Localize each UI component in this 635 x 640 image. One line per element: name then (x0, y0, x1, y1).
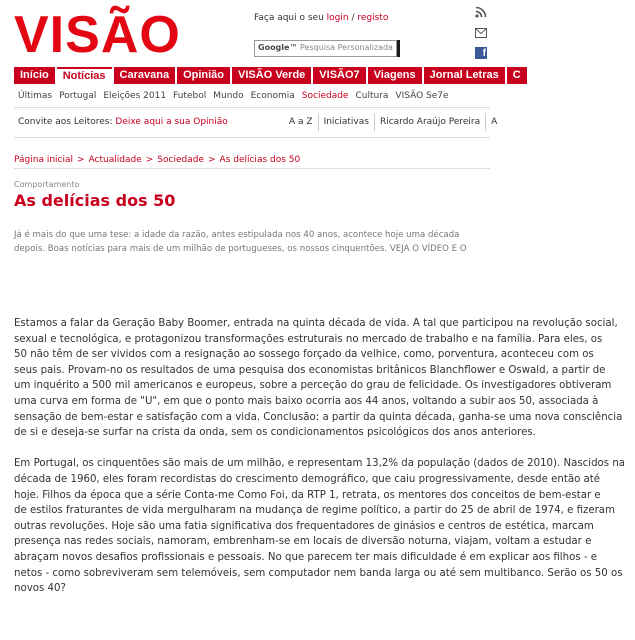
subnav-item-eleicoes[interactable]: Eleições 2011 (103, 91, 167, 101)
lead-line: Já é mais do que uma tese: a idade da razão, antes estipulada nos 40 anos, acontece hoje uma década (14, 230, 460, 240)
divider (14, 168, 490, 169)
paragraph-line: 50 não têm de ser vividos com a resignação ao sossego forçado da velhice, como, porventura, aconteceu com os (14, 349, 594, 361)
rss-icon[interactable] (475, 6, 487, 18)
paragraph-line: Em Portugal, os cinquentões são mais de um milhão, e representam 13,2% da população (dados de 2010). Nascidos na (14, 458, 626, 470)
article-title: As delícias dos 50 (14, 191, 176, 210)
subnav-item-sociedade[interactable]: Sociedade (301, 91, 349, 101)
nav-item-inicio[interactable]: Início (14, 67, 55, 84)
nav-item-opiniao[interactable]: Opinião (177, 67, 230, 84)
login-link[interactable]: login (326, 13, 349, 23)
nav-item-more[interactable]: C (507, 67, 527, 84)
article-body (14, 316, 626, 612)
nav-item-noticias[interactable]: Notícias (57, 67, 112, 84)
article-lead (14, 228, 490, 256)
paragraph-line: novos 40? (14, 583, 66, 595)
search-button[interactable] (397, 40, 400, 57)
paragraph-line: Estamos a falar da Geração Baby Boomer, entrada na quinta década de vida. A tal que participou na revolução social, (14, 318, 618, 329)
search-placeholder: Pesquisa Personalizada (300, 43, 393, 52)
paragraph-line: abraçam novos desafios profissionais e pessoais. No que parecem ter mais dificuldade é em explicar aos filhos - e (14, 551, 598, 563)
search-form (254, 40, 400, 57)
subnav-item-cultura[interactable]: Cultura (355, 91, 389, 101)
article-kicker: Comportamento (14, 180, 80, 189)
login-prefix: Faça aqui o seu (254, 13, 324, 23)
paragraph-line: sexual e tecnológica, e protagonizou transformações estruturais no mercado de trabalho e na família. Para eles, os (14, 333, 603, 345)
breadcrumb-item[interactable]: Página inicial (14, 155, 74, 165)
divider (14, 107, 490, 108)
paragraph-line: sensação de bem-estar e satisfação com a vida. Conclusão: a partir da quinta década, ganha-se uma nova consciência (14, 411, 623, 423)
search-input[interactable] (254, 40, 397, 57)
paragraph-line: década de 1960, eles foram recordistas do crescimento demográfico, que caiu progressivamente, desde então até (14, 473, 601, 485)
login-separator: / (348, 13, 358, 23)
paragraph-line: presença nas redes sociais, namoram, embrenham-se em locais de diversão noturna, viajam, voltam a estudar e (14, 536, 592, 548)
tool-a-a-z[interactable]: A a Z (289, 117, 313, 127)
breadcrumb-separator: > (145, 155, 154, 165)
mail-icon[interactable] (475, 28, 487, 38)
divider (14, 137, 490, 138)
paragraph-line: uma curva em forma de "U", em que o ponto mais baixo ocorria aos 44 anos, voltando a subir aos 50, associada à (14, 395, 599, 407)
breadcrumb-separator: > (207, 155, 216, 165)
breadcrumb-item[interactable]: Actualidade (88, 155, 142, 165)
subnav-item-ultimas[interactable]: Últimas (18, 91, 53, 101)
paragraph-line: outras revoluções. Hoje são uma fatia significativa dos frequentadores de ginásios e centros de estética, marcam (14, 520, 594, 532)
invite-link[interactable]: Deixe aqui a sua Opinião (115, 117, 228, 127)
subnav-item-economia[interactable]: Economia (250, 91, 295, 101)
paragraph-line: de si e deseja-se surfar na crista da onda, sem os condicionamentos psicológicos dos anos anteriores. (14, 427, 536, 439)
subnav-item-visao-se7e[interactable]: VISÃO Se7e (395, 91, 449, 101)
facebook-icon[interactable]: f (475, 47, 487, 59)
sub-nav (18, 91, 456, 101)
breadcrumb-item[interactable]: Sociedade (157, 155, 204, 165)
invite-label: Convite aos Leitores: (18, 117, 113, 127)
nav-item-visao7[interactable]: VISÃO7 (313, 67, 365, 84)
tool-more[interactable]: A (485, 113, 502, 131)
tool-iniciativas[interactable]: Iniciativas (318, 113, 374, 131)
main-nav (14, 67, 635, 84)
visao-logo[interactable]: VISÃO (14, 6, 181, 64)
nav-item-viagens[interactable]: Viagens (368, 67, 422, 84)
nav-item-jornal-letras[interactable]: Jornal Letras (424, 67, 505, 84)
nav-item-visao-verde[interactable]: VISÃO Verde (232, 67, 311, 84)
paragraph-line: hoje. Filhos da época que a série Conta-me Como Foi, da RTP 1, retrata, os mentores dos conceitos de bem-estar e (14, 489, 601, 501)
subnav-item-futebol[interactable]: Futebol (173, 91, 207, 101)
google-brand: Google™ (258, 43, 298, 52)
subnav-item-mundo[interactable]: Mundo (213, 91, 244, 101)
article-paragraph (14, 456, 626, 596)
subnav-item-portugal[interactable]: Portugal (59, 91, 97, 101)
breadcrumb-separator: > (77, 155, 85, 165)
tool-ricardo-araujo-pereira[interactable]: Ricardo Araújo Pereira (374, 113, 485, 131)
lead-line: depois. Boas notícias para mais de um milhão de portugueses, os nossos cinquentões. VEJA O VÍDEO E O (14, 244, 467, 254)
login-register (254, 13, 388, 23)
paragraph-line: seus pais. Provam-no os resultados de uma pesquisa dos economistas britânicos Blanchflower e Oswald, a partir de (14, 364, 606, 376)
paragraph-line: um inquérito a 500 mil americanos e europeus, sobre a perceção do grau de felicidade. Os investigadores obtiveram (14, 380, 612, 392)
breadcrumb-item[interactable]: As delícias dos 50 (219, 155, 301, 165)
readers-invite (18, 117, 228, 127)
paragraph-line: netos - como sobreviveram sem telemóveis, sem computador nem banda larga ou até sem multibanco. Serão os 50 os (14, 567, 623, 579)
paragraph-line: de estilos fraturantes de vida mergulharam na mudança de regime político, a partir do 25 de abril de 1974, e fizeram (14, 505, 615, 517)
register-link[interactable]: registo (357, 13, 389, 23)
article-paragraph (14, 316, 623, 441)
tools-bar (284, 113, 502, 131)
breadcrumb (14, 155, 300, 165)
nav-item-caravana[interactable]: Caravana (114, 67, 176, 84)
